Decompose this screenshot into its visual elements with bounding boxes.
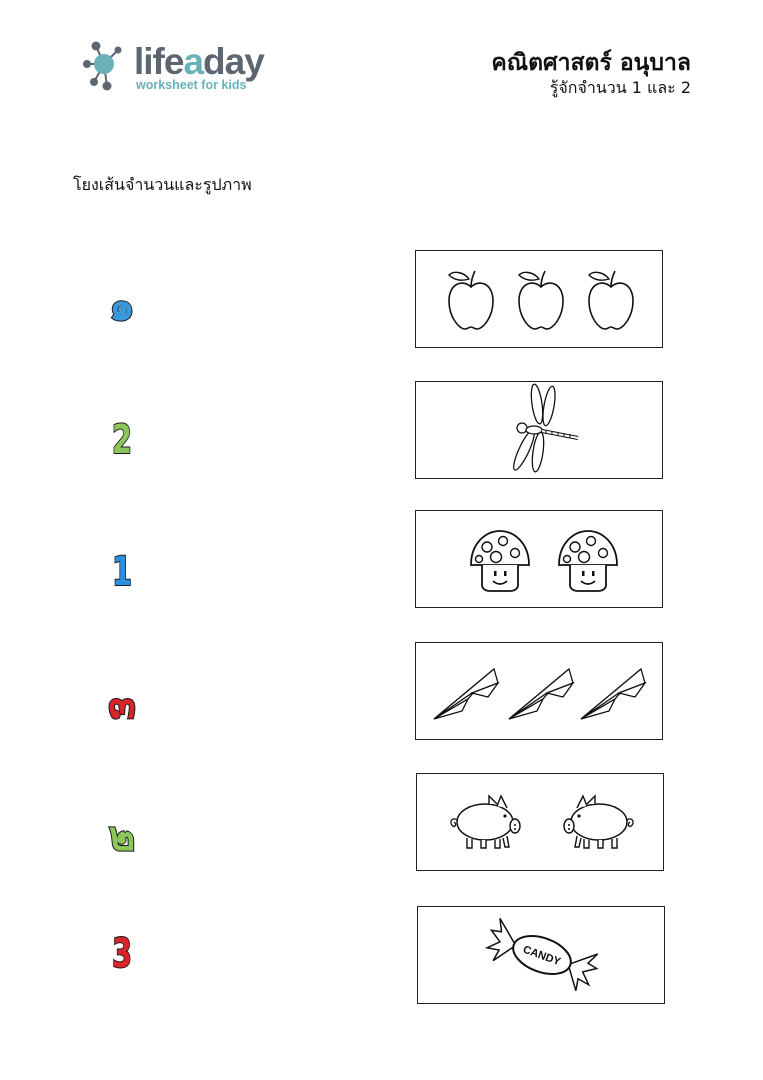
numeral-arabic-three: 3 [111, 931, 133, 977]
paper-plane-icon [581, 669, 645, 719]
picture-box-paper-planes[interactable] [415, 642, 663, 740]
logo-molecule-icon [82, 38, 134, 92]
logo-word-life: life [134, 41, 184, 82]
picture-box-candy[interactable] [417, 906, 665, 1004]
picture-box-mushrooms[interactable] [415, 510, 663, 608]
instruction-text: โยงเส้นจำนวนและรูปภาพ [73, 175, 252, 194]
logo-tagline: worksheet for kids [136, 78, 247, 92]
picture-box-dragonfly[interactable] [415, 381, 663, 479]
dragonfly-icon [510, 383, 578, 472]
picture-box-pigs[interactable] [416, 773, 664, 871]
apple-icon [589, 271, 633, 329]
picture-box-apples[interactable] [415, 250, 663, 348]
pig-icon [451, 796, 520, 848]
numeral-arabic-two: 2 [111, 417, 133, 463]
logo-word-day: day [203, 41, 264, 82]
candy-icon [482, 917, 602, 995]
mushroom-icon [559, 531, 617, 591]
logo-wordmark [134, 42, 264, 82]
numeral-thai-one: ๑ [109, 284, 135, 330]
candy-label: CANDY [521, 943, 563, 969]
page-subtitle: รู้จักจำนวน 1 และ 2 [549, 78, 691, 97]
page-title: คณิตศาสตร์ อนุบาล [491, 50, 691, 76]
apple-icon [519, 271, 563, 329]
numeral-thai-two: ๒ [108, 814, 136, 860]
logo-word-a: a [183, 41, 204, 82]
apple-icon [449, 271, 493, 329]
pig-icon [564, 796, 633, 848]
mushroom-icon [471, 531, 529, 591]
numeral-arabic-one: 1 [111, 549, 133, 595]
numeral-thai-three: ๓ [108, 682, 136, 728]
logo [82, 38, 282, 98]
paper-plane-icon [509, 669, 573, 719]
paper-plane-icon [434, 669, 498, 719]
